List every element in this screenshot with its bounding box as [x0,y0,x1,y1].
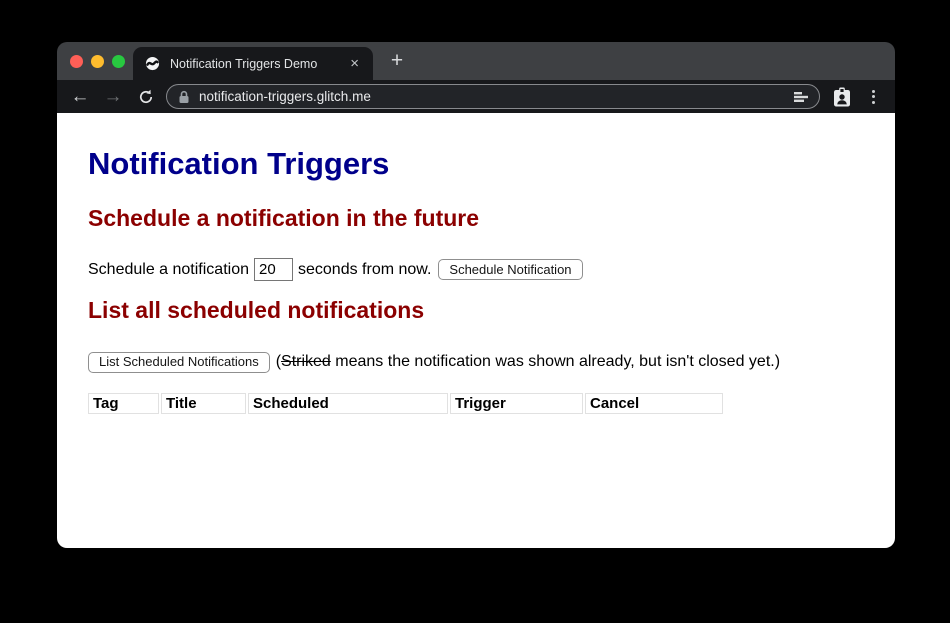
list-section-heading: List all scheduled notifications [88,297,425,323]
schedule-text-before: Schedule a notification [88,261,249,278]
table-header-row [88,393,723,414]
tab-close-icon[interactable]: × [350,55,359,72]
new-tab-button[interactable]: + [390,49,404,72]
table-header-title: Title [161,393,246,414]
strike-note: (Striked means the notification was shown already, but isn't closed yet.) [275,353,781,370]
forward-icon[interactable]: → [103,86,123,107]
browser-window [57,42,895,548]
profile-badge-icon[interactable] [833,87,851,107]
lock-icon [178,90,190,104]
schedule-section-heading: Schedule a notification in the future [88,205,480,231]
back-icon[interactable]: ← [70,86,90,107]
list-controls [88,351,864,373]
browser-toolbar [57,80,895,113]
table-header-scheduled: Scheduled [248,393,448,414]
url-text[interactable]: notification-triggers.glitch.me [199,89,371,104]
close-window-button[interactable] [70,55,83,68]
address-bar[interactable] [166,84,820,109]
page-content [57,113,895,548]
reader-lines-icon[interactable] [793,91,809,103]
overflow-menu-icon[interactable] [868,88,879,106]
table-header-cancel: Cancel [585,393,723,414]
site-favicon-icon [145,56,160,71]
schedule-text-after: seconds from now. [298,261,432,278]
minimize-window-button[interactable] [91,55,104,68]
page-title: Notification Triggers [88,146,390,181]
list-scheduled-notifications-button[interactable]: List Scheduled Notifications [88,352,270,373]
tab-title: Notification Triggers Demo [170,56,318,71]
striked-word: Striked [281,353,331,370]
browser-tab[interactable] [133,47,373,80]
notifications-table [86,391,725,416]
reload-icon[interactable] [136,89,156,105]
schedule-notification-button[interactable]: Schedule Notification [438,259,582,280]
schedule-form [88,258,864,281]
traffic-lights [70,55,125,68]
tab-strip [57,42,895,80]
table-header-tag: Tag [88,393,159,414]
zoom-window-button[interactable] [112,55,125,68]
seconds-input[interactable] [254,258,293,281]
table-header-trigger: Trigger [450,393,583,414]
toolbar-right [833,87,879,107]
